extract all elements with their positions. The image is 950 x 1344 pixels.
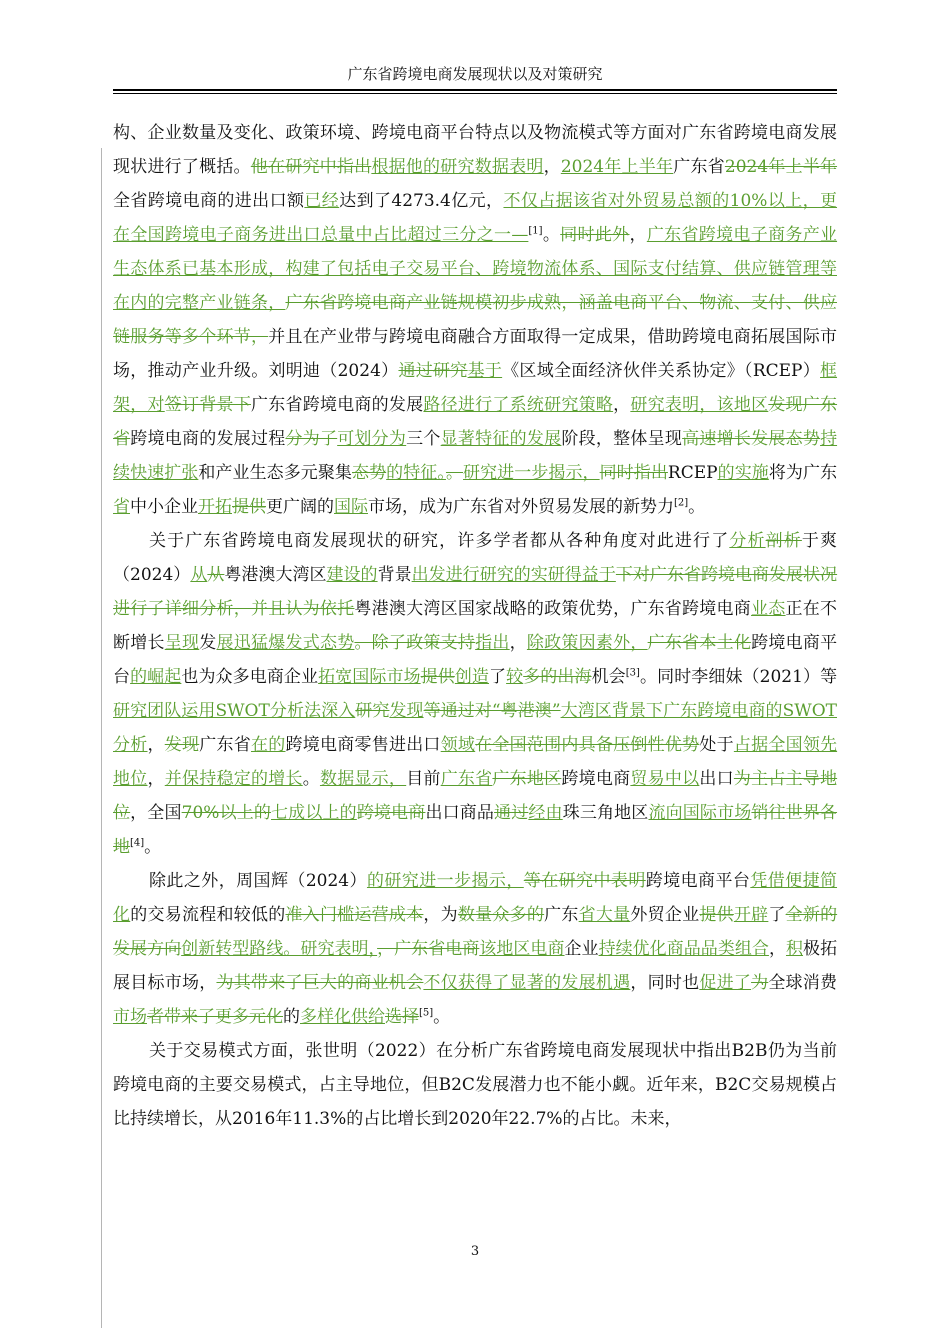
- deleted-text: 提供: [420, 667, 455, 687]
- deleted-text: 选择: [385, 1007, 419, 1027]
- text-run: 企业: [564, 939, 599, 959]
- text-run: ，: [147, 769, 165, 789]
- citation-mark: [3]: [625, 667, 640, 679]
- text-run: 广东: [544, 905, 579, 925]
- inserted-text: 业态: [751, 599, 786, 619]
- text-run: 跨境电商的发展过程: [130, 429, 286, 449]
- inserted-text: 持续优化商品品类组合: [598, 939, 769, 959]
- text-run: 。: [144, 837, 162, 857]
- inserted-text: 领域: [440, 735, 476, 755]
- deleted-text: 者带来了更多元化: [147, 1007, 283, 1027]
- text-run: 将为广东: [768, 463, 838, 483]
- text-run: 于爽（2024）: [113, 531, 838, 585]
- inserted-text: 展迅猛爆发式态势: [216, 633, 355, 653]
- deleted-text: 研究: [355, 701, 390, 721]
- text-run: 跨境电商平台: [645, 871, 751, 891]
- page-header-title: 广东省跨境电商发展现状以及对策研究: [347, 65, 603, 83]
- inserted-text: 省大量: [578, 905, 631, 925]
- inserted-text: 显著特征的发展: [440, 429, 562, 449]
- text-run: 机会: [591, 667, 626, 687]
- text-run: 外贸企业: [630, 905, 700, 925]
- inserted-text: 市场: [113, 1007, 147, 1027]
- text-run: 阶段，整体呈现: [561, 429, 683, 449]
- inserted-text: 可划分为: [337, 429, 407, 449]
- inserted-text: 数据显示，: [319, 769, 407, 789]
- inserted-text: 促进了: [699, 973, 752, 993]
- text-run: ，全国: [130, 803, 182, 823]
- text-run: 更广阔的: [266, 497, 334, 517]
- deleted-text: 全新的发展方向: [113, 905, 838, 959]
- inserted-text: 积: [785, 939, 804, 959]
- deleted-text: 销往世界各地: [113, 803, 838, 857]
- inserted-text: 基于: [467, 361, 503, 381]
- text-run: 。: [433, 1007, 451, 1027]
- text-run: 关于交易模式方面，张世明（2022）在分析广东省跨境电商发展现状中指出B2B仍为当前跨境电商的主要交易模式，占主导地位，但B2C发展潜力也不能小觑。近年来，B2C交易规模占比持续增长，从2016年11.3%的占比增长到2020年22.7%的占比。未来，: [113, 1041, 837, 1129]
- text-run: 发: [199, 633, 217, 653]
- document-body: [113, 116, 837, 1136]
- deleted-text: 广东省本土化: [647, 633, 752, 653]
- inserted-text: 路径进行了系统研究策略: [423, 395, 614, 415]
- deleted-text: 等通过对“粤港澳”: [423, 701, 561, 721]
- deleted-text: 高速增长发展态势: [682, 429, 821, 449]
- text-run: ，: [543, 157, 561, 177]
- inserted-text: 占据全国领先地位: [113, 735, 838, 789]
- inserted-text: 贸易中以: [630, 769, 700, 789]
- text-run: 广东省: [673, 157, 725, 177]
- deleted-text: 剖析: [765, 531, 802, 551]
- inserted-text: 较: [506, 667, 524, 687]
- citation-mark: [4]: [130, 837, 145, 849]
- citation-mark: [2]: [674, 497, 689, 509]
- text-run: 珠三角地区: [562, 803, 649, 823]
- deleted-text: 广东地区: [492, 769, 562, 789]
- inserted-text: 根据他的研究数据表明: [371, 157, 544, 177]
- deleted-text: 发现广东省: [113, 395, 838, 449]
- deleted-text: 为: [751, 973, 769, 993]
- text-run: 三个: [406, 429, 441, 449]
- inserted-text: 从: [190, 565, 208, 585]
- inserted-text: 2024年上半年: [560, 157, 674, 177]
- text-run: 关于广东省跨境电商发展现状的研究，许多学者都从各种角度对此进行了: [149, 531, 730, 551]
- text-run: 了: [489, 667, 507, 687]
- inserted-text: 建设的: [326, 565, 378, 585]
- deleted-text: 为主占主导地位: [113, 769, 838, 823]
- text-run: ，为: [423, 905, 458, 925]
- text-run: 出口商品: [425, 803, 495, 823]
- inserted-text: 不仅获得了显著的发展机遇: [423, 973, 631, 993]
- inserted-text: 研究表明，该地区: [630, 395, 769, 415]
- deleted-text: 发现: [164, 735, 200, 755]
- deleted-text: 签订背景下: [164, 395, 251, 415]
- deleted-text: 他在研究中指出: [250, 157, 372, 177]
- deleted-text: 通过研究: [398, 361, 468, 381]
- text-run: 并且在产业带与跨境电商融合方面取得一定成果，借助跨境电商拓展国际市场，推动产业升级。刘明迪（2024）: [113, 327, 838, 381]
- header-rule-thin: [113, 93, 837, 94]
- inserted-text: 分析: [729, 531, 766, 551]
- text-run: 跨境电商零售进出口: [285, 735, 441, 755]
- inserted-text: 的实施: [717, 463, 769, 483]
- inserted-text: 呈现: [164, 633, 200, 653]
- deleted-text: 从: [207, 565, 225, 585]
- deleted-text: 多的出海: [523, 667, 592, 687]
- paragraph-1: [113, 116, 837, 524]
- text-run: 了: [768, 905, 786, 925]
- text-run: 达到了4273.4亿元，: [339, 191, 504, 211]
- deleted-text: 广东省跨境电商产业链规模初步成熟，涵盖电商平台、物流、支付、供应链服务等多个环节，: [113, 293, 838, 347]
- inserted-text: 创新转型路线。研究表明，: [181, 939, 378, 959]
- deleted-text: 数量众多的: [457, 905, 545, 925]
- text-run: 出口: [699, 769, 734, 789]
- text-run: 。: [688, 497, 706, 517]
- citation-mark: [1]: [528, 225, 543, 237]
- inserted-text: 拓宽国际市场: [318, 667, 421, 687]
- inserted-text: 创造: [454, 667, 490, 687]
- text-run: 。: [302, 769, 320, 789]
- deleted-text: 态势: [352, 463, 387, 483]
- inserted-text: 广东省跨境电子商务产业生态体系已基本形成，构建了包括电子交易平台、跨境物流体系、国际支付结算、供应链管理等在内的完整产业链条，: [113, 225, 838, 313]
- inserted-text: 持续快速扩张: [113, 429, 838, 483]
- text-run: 目前: [406, 769, 441, 789]
- inserted-text: 不仅占据该省对外贸易总额的10%以上，更在全国跨境电子商务进出口总量中占比超过三分之一—: [113, 191, 838, 245]
- deleted-text: ，广东省电商: [377, 939, 480, 959]
- deleted-text: 同时指出: [599, 463, 668, 483]
- deleted-text: 。: [445, 463, 464, 483]
- deleted-text: 在全国范围内具备压倒性优势: [475, 735, 700, 755]
- text-run: RCEP: [667, 463, 718, 483]
- text-run: 和产业生态多元聚集: [198, 463, 352, 483]
- deleted-text: 通过: [494, 803, 529, 823]
- deleted-text: 下对广东省跨境电商发展状况进行了详细分析，并且认为依托: [113, 565, 838, 619]
- inserted-text: 该地区电商: [479, 939, 565, 959]
- text-run: ，: [147, 735, 165, 755]
- text-run: 除此之外，周国辉（2024）: [149, 871, 367, 891]
- text-run: 。: [542, 225, 561, 245]
- inserted-text: 七成以上的: [271, 803, 357, 823]
- inserted-text: 经由: [528, 803, 563, 823]
- inserted-text: 框架，对: [113, 361, 838, 415]
- page-number: 3: [470, 1244, 480, 1259]
- inserted-text: 省: [113, 497, 130, 517]
- inserted-text: 多样化供给: [300, 1007, 385, 1027]
- deleted-text: 分为了: [285, 429, 338, 449]
- text-run: ，: [629, 225, 647, 245]
- text-run: ，: [613, 395, 631, 415]
- inserted-text: 指出: [475, 633, 510, 653]
- header-rule-thick: [113, 89, 837, 91]
- paragraph-2: [113, 524, 837, 864]
- deleted-text: 跨境电商: [356, 803, 426, 823]
- text-run: 市场，成为广东省对外贸易发展的新势力: [368, 497, 674, 517]
- citation-mark: [5]: [419, 1007, 434, 1019]
- deleted-text: 提供: [232, 497, 266, 517]
- text-run: ，: [768, 939, 786, 959]
- text-run: 极拓展目标市场，: [113, 939, 838, 993]
- text-run: 粤港澳大湾区: [224, 565, 327, 585]
- inserted-text: 已经: [304, 191, 340, 211]
- deleted-text: 同时此外: [560, 225, 630, 245]
- inserted-text: 国际: [334, 497, 368, 517]
- revision-change-bar: [101, 148, 102, 1328]
- deleted-text: 准入门槛运营成本: [285, 905, 424, 925]
- text-run: 全省跨境电商的进出口额: [113, 191, 305, 211]
- inserted-text: 的研究进一步揭示，: [366, 871, 524, 891]
- text-run: 跨境电商平台: [113, 633, 838, 687]
- deleted-text: 2024年上半年: [724, 157, 838, 177]
- inserted-text: 的特征。: [386, 463, 446, 483]
- text-run: ，同时也: [630, 973, 700, 993]
- text-run: 背景: [377, 565, 412, 585]
- text-run: 。同时李细妹（2021）等: [639, 667, 838, 687]
- inserted-text: 出发进行研究的实研得益于: [411, 565, 616, 585]
- deleted-text: 70%以上的: [181, 803, 272, 823]
- text-run: 的: [283, 1007, 300, 1027]
- inserted-text: 凭借便捷: [750, 871, 821, 891]
- text-run: ，: [509, 633, 527, 653]
- inserted-text: 并保持稳定的增长: [164, 769, 303, 789]
- inserted-text: 除政策因素外，: [526, 633, 648, 653]
- deleted-text: 等在研究中表明: [523, 871, 646, 891]
- deleted-text: 。除了政策支持: [354, 633, 476, 653]
- text-run: 正在不断增长: [113, 599, 838, 653]
- text-run: 中小企业: [130, 497, 198, 517]
- text-run: 的交易流程和较低的: [130, 905, 286, 925]
- inserted-text: 研究团队运用SWOT分析法深入: [113, 701, 356, 721]
- text-run: 粤港澳大湾区国家战略的政策优势，广东省跨境电商: [354, 599, 752, 619]
- text-run: 广东省跨境电商的发展: [250, 395, 424, 415]
- inserted-text: 广东省: [440, 769, 493, 789]
- text-run: 广东省: [199, 735, 251, 755]
- inserted-text: 在的: [250, 735, 286, 755]
- paragraph-4: [113, 1034, 837, 1136]
- deleted-text: 为其带来了巨大的商业机会: [216, 973, 424, 993]
- inserted-text: 发现: [389, 701, 424, 721]
- text-run: 构、企业数量及变化、政策环境、跨境电商平台特点以及物流模式等方面对广东省跨境电商发展现状进行了概括。: [113, 123, 837, 177]
- text-run: 也为众多电商企业: [181, 667, 319, 687]
- deleted-text: 提供: [699, 905, 734, 925]
- paragraph-3: [113, 864, 837, 1034]
- inserted-text: 开拓: [198, 497, 232, 517]
- inserted-text: 开辟: [733, 905, 769, 925]
- text-run: 处于: [699, 735, 734, 755]
- inserted-text: 简化: [113, 871, 838, 925]
- inserted-text: 研究进一步揭示，: [463, 463, 600, 483]
- inserted-text: 大湾区背景下广东跨境电商的SWOT分析: [113, 701, 838, 755]
- text-run: 跨境电商: [561, 769, 631, 789]
- inserted-text: 流向国际市场: [648, 803, 752, 823]
- inserted-text: 的崛起: [130, 667, 182, 687]
- text-run: 全球消费: [768, 973, 838, 993]
- text-run: 《区域全面经济伙伴关系协定》（RCEP）: [502, 361, 821, 381]
